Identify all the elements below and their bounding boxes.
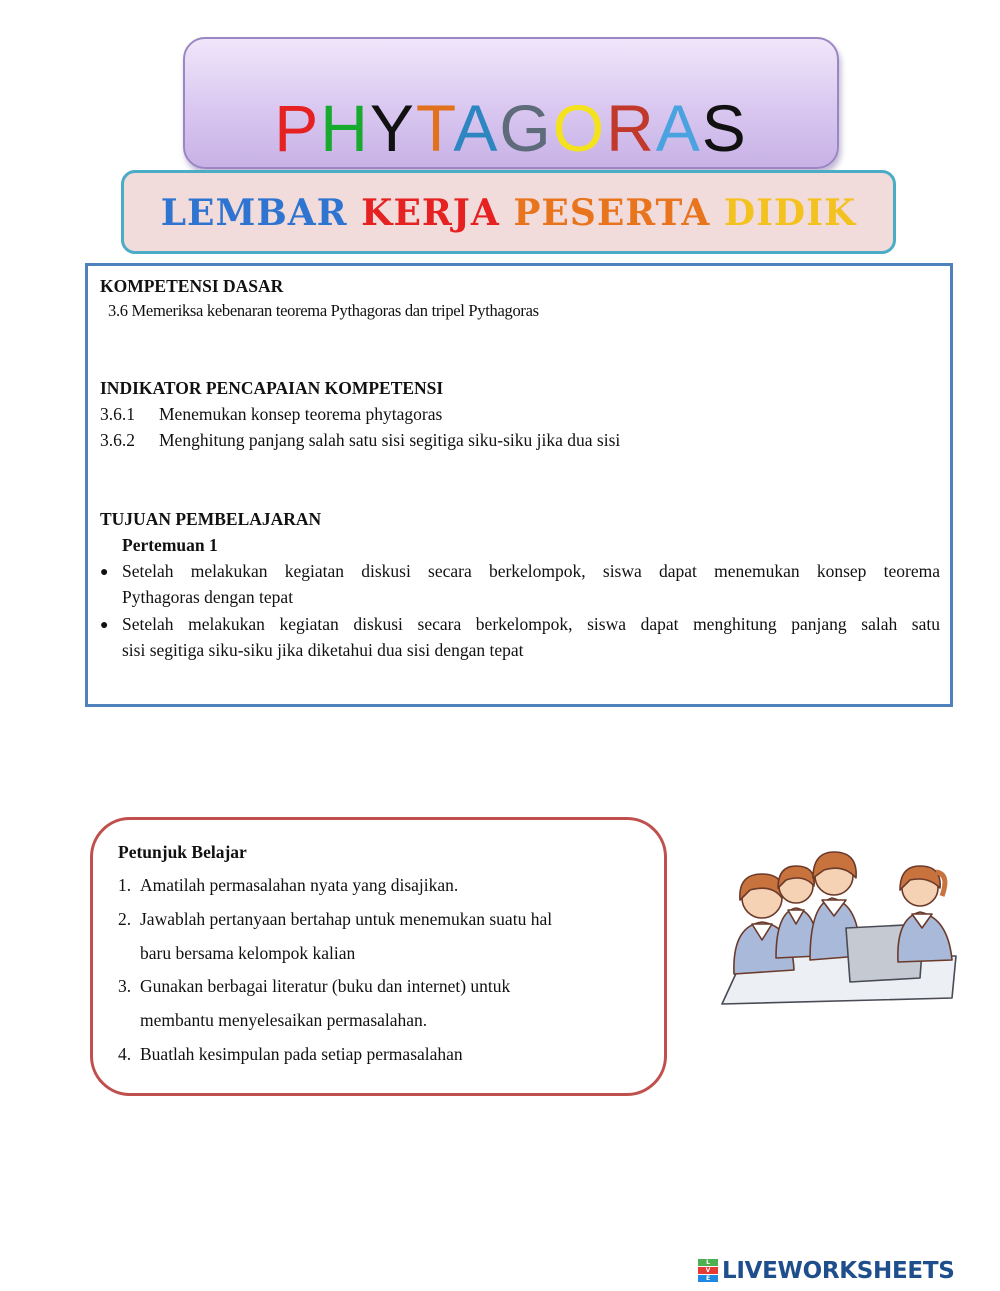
instruction-line: membantu menyelesaikan permasalahan. [140,1010,428,1030]
tujuan-line: Setelah melakukan kegiatan diskusi secara berkelompok, siswa dapat menghitung panjang salah satu [122,614,940,634]
subtitle [124,192,893,234]
subtitle-word: KERJA [361,192,500,234]
instruction-line: Gunakan berbagai literatur (buku dan internet) untuk [140,976,511,996]
students-laptop-illustration [720,848,960,1008]
subtitle-word: DIDIK [723,192,857,234]
instructions-heading: Petunjuk Belajar [118,842,247,862]
kompetensi-heading: KOMPETENSI DASAR [100,276,284,296]
competency-box [85,263,953,707]
tujuan-line: Pythagoras dengan tepat [122,587,294,607]
liveworksheets-logo-icon: L V E [698,1259,718,1283]
liveworksheets-watermark [698,1257,998,1285]
indikator-text: Menghitung panjang salah satu sisi segitiga siku-siku jika dua sisi [159,430,621,450]
instruction-num: 1. [118,875,132,895]
bullet-icon: ● [100,618,109,633]
instructions-box [90,817,667,1096]
indikator-num: 3.6.1 [100,404,135,424]
title-letter: R [606,91,656,165]
instruction-line: Jawablah pertanyaan bertahap untuk menemukan suatu hal [140,909,553,929]
title-letter: T [415,91,454,165]
brand-text: LIVEWORKSHEETS [722,1258,955,1284]
tujuan-line: sisi segitiga siku-siku jika diketahui dua sisi dengan tepat [122,640,524,660]
title-letter: A [453,91,500,165]
tujuan-heading: TUJUAN PEMBELAJARAN [100,509,322,529]
indikator-text: Menemukan konsep teorema phytagoras [159,404,443,424]
title-letter: S [701,91,748,165]
page-title [185,91,837,165]
subtitle-banner [121,170,896,254]
instruction-line: baru bersama kelompok kalian [140,943,356,963]
instruction-num: 3. [118,976,132,996]
instruction-num: 2. [118,909,132,929]
title-letter: O [552,91,607,165]
title-letter: P [274,91,321,165]
title-letter: Y [369,91,416,165]
title-letter: G [499,91,553,165]
subtitle-word: LEMBAR [160,192,348,234]
tujuan-line: Setelah melakukan kegiatan diskusi secara berkelompok, siswa dapat menemukan konsep teorema [122,561,940,581]
title-letter: H [320,91,370,165]
title-banner [183,37,839,169]
instruction-line: Amatilah permasalahan nyata yang disajikan. [140,875,459,895]
meeting-label: Pertemuan 1 [122,535,218,555]
bullet-icon: ● [100,565,109,580]
instruction-line: Buatlah kesimpulan pada setiap permasalahan [140,1044,463,1064]
title-letter: A [655,91,702,165]
kompetensi-item: 3.6 Memeriksa kebenaran teorema Pythagoras dan tripel Pythagoras [108,301,539,320]
indikator-heading: INDIKATOR PENCAPAIAN KOMPETENSI [100,378,444,398]
subtitle-word: PESERTA [513,192,711,234]
indikator-num: 3.6.2 [100,430,135,450]
instruction-num: 4. [118,1044,132,1064]
